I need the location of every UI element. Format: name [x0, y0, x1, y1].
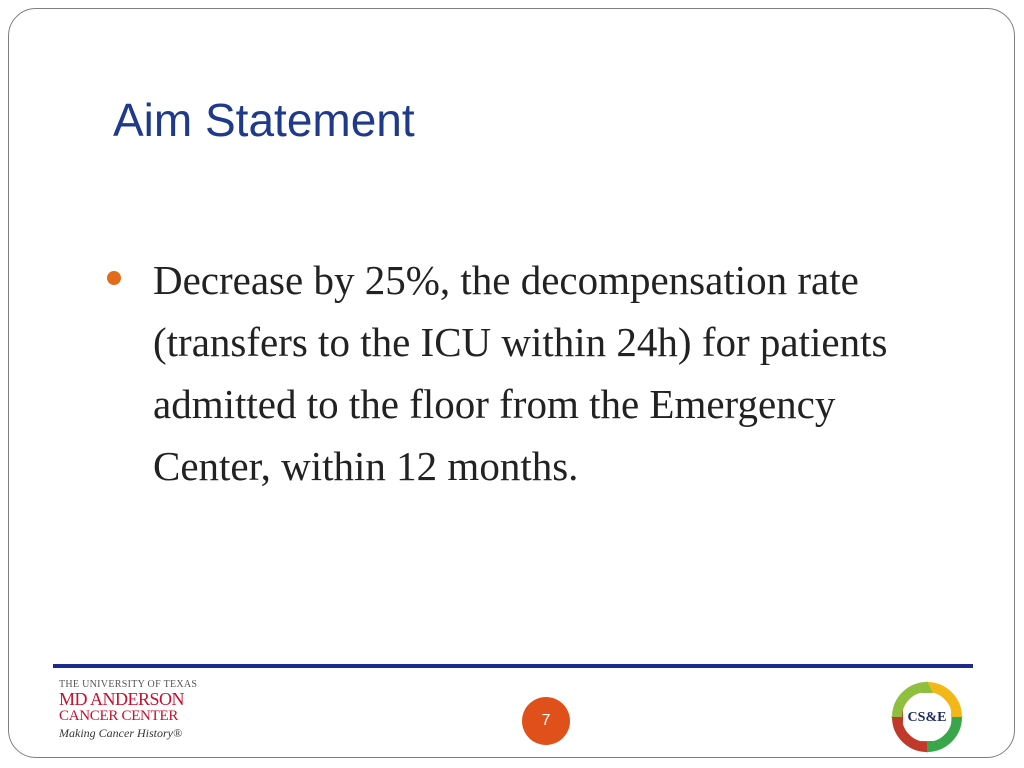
slide-frame	[8, 8, 1015, 758]
cse-logo-text: CS&E	[907, 709, 947, 725]
bullet-text: Decrease by 25%, the decompensation rate (transfers to the ICU within 24h) for patients admitted to the floor from the Emergency Center, within 12 months.	[153, 257, 888, 489]
logo-cancer-center-text: CANCER CENTER	[59, 708, 179, 724]
cse-logo	[891, 681, 963, 753]
logo-md-anderson-text: MD ANDERSON	[59, 689, 185, 709]
bullet-item	[99, 249, 939, 497]
page-number: 7	[541, 712, 551, 729]
slide-title: Aim Statement	[113, 94, 415, 146]
logo-tagline-text: Making Cancer History®	[59, 726, 183, 740]
md-anderson-logo	[59, 679, 229, 759]
footer-divider	[53, 664, 973, 668]
page-number-badge	[522, 697, 570, 745]
logo-university-text: THE UNIVERSITY OF TEXAS	[59, 679, 198, 690]
bullet-dot-icon	[107, 271, 121, 285]
bullet-list	[99, 249, 939, 497]
